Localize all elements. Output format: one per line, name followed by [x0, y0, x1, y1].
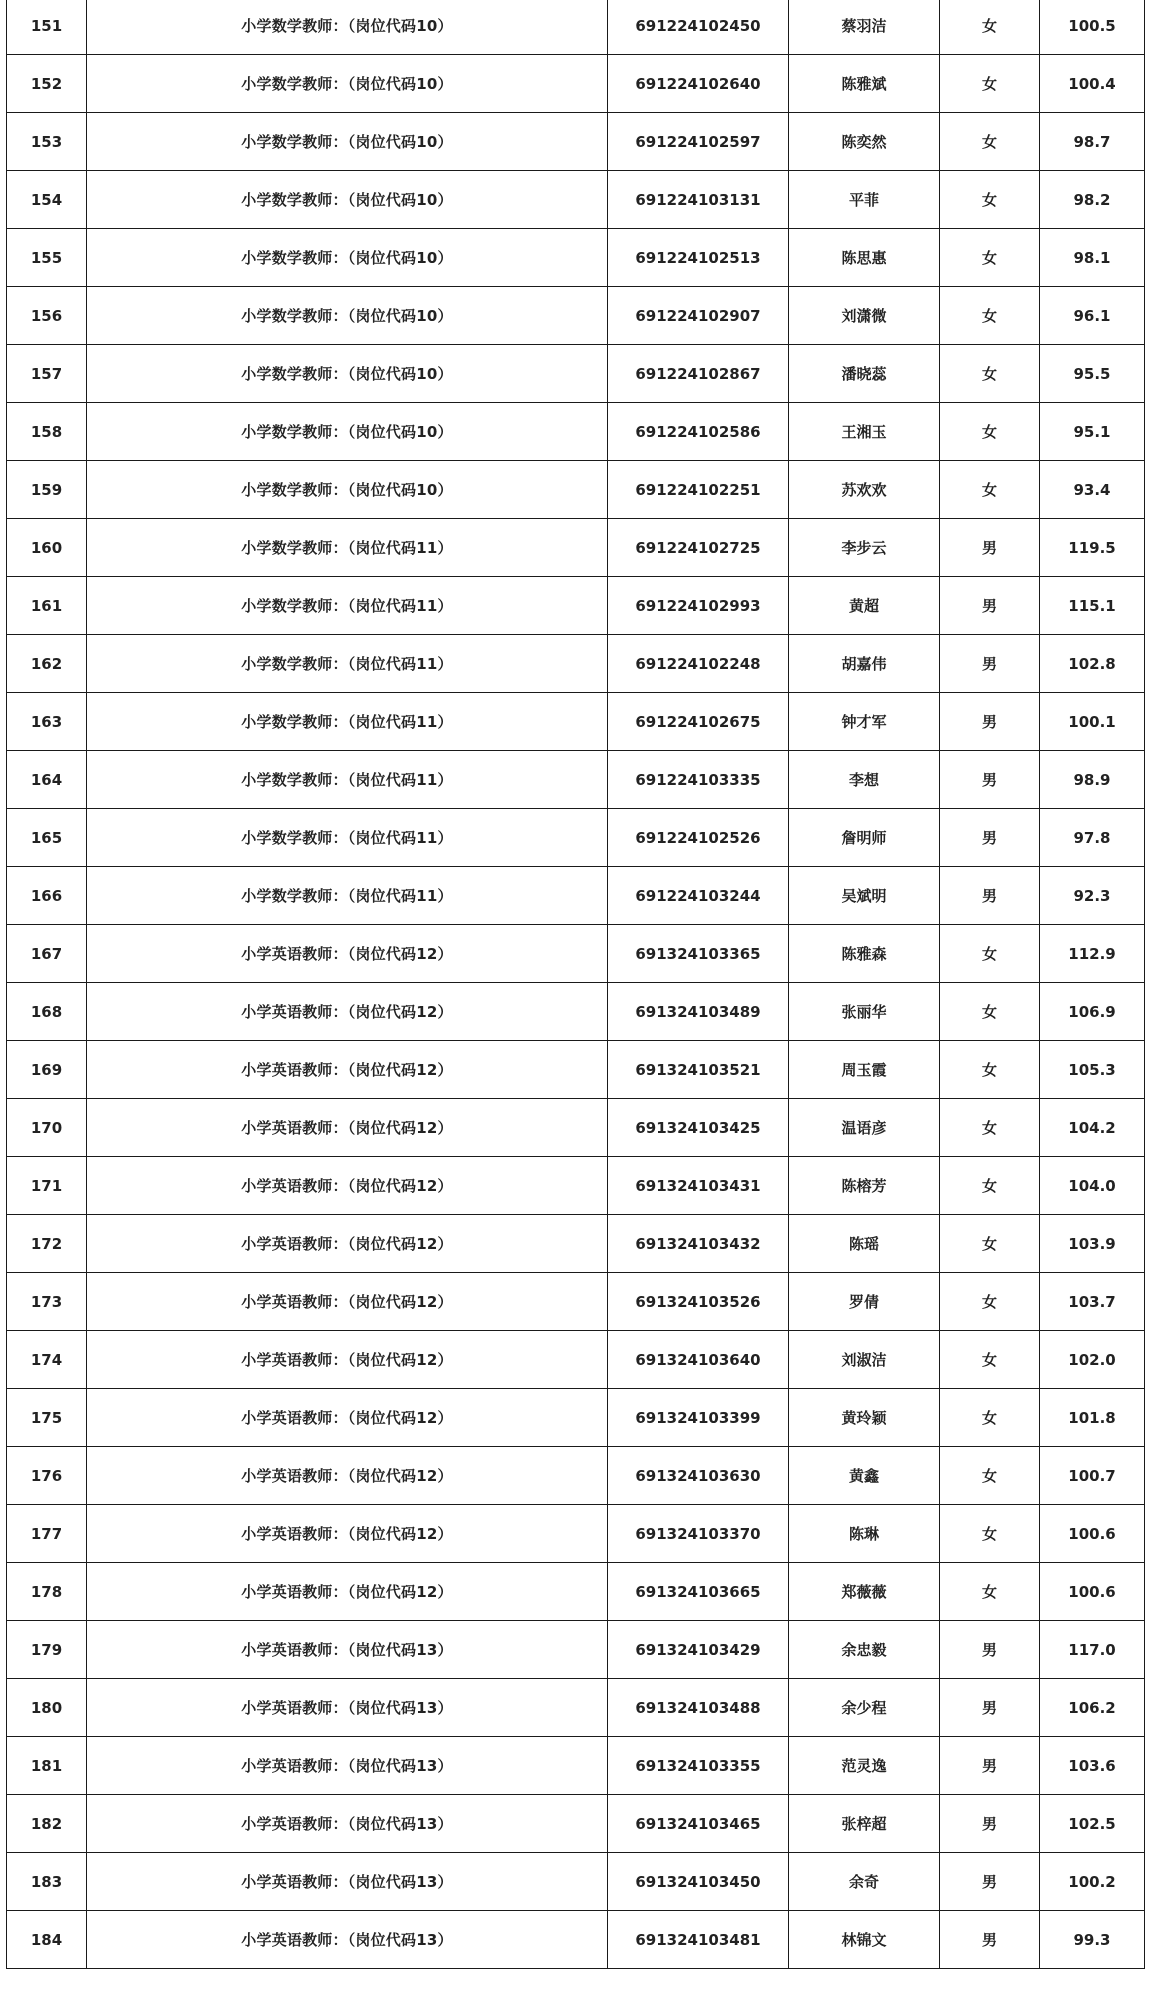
- row-number-cell: 161: [7, 577, 87, 635]
- score-cell: 103.9: [1040, 1215, 1145, 1273]
- table-row: [7, 1737, 1145, 1795]
- row-number-cell: 165: [7, 809, 87, 867]
- position-cell: 小学英语教师：（岗位代码13）: [87, 1621, 608, 1679]
- score-cell: 101.8: [1040, 1389, 1145, 1447]
- candidate-name-cell: 范灵逸: [789, 1737, 940, 1795]
- table-row: [7, 635, 1145, 693]
- row-number-cell: 156: [7, 287, 87, 345]
- exam-number-cell: 691224103335: [608, 751, 789, 809]
- table-row: [7, 1679, 1145, 1737]
- candidate-name-cell: 陈奕然: [789, 113, 940, 171]
- candidate-name-cell: 李步云: [789, 519, 940, 577]
- table-row: [7, 751, 1145, 809]
- table-row: [7, 1911, 1145, 1969]
- candidate-name-cell: 张梓超: [789, 1795, 940, 1853]
- candidate-name-cell: 余少程: [789, 1679, 940, 1737]
- gender-cell: 女: [940, 1505, 1040, 1563]
- exam-number-cell: 691324103432: [608, 1215, 789, 1273]
- exam-number-cell: 691324103640: [608, 1331, 789, 1389]
- gender-cell: 男: [940, 1911, 1040, 1969]
- score-cell: 117.0: [1040, 1621, 1145, 1679]
- score-cell: 93.4: [1040, 461, 1145, 519]
- position-cell: 小学英语教师：（岗位代码13）: [87, 1853, 608, 1911]
- exam-number-cell: 691324103425: [608, 1099, 789, 1157]
- position-cell: 小学英语教师：（岗位代码12）: [87, 1157, 608, 1215]
- candidate-name-cell: 刘潇微: [789, 287, 940, 345]
- score-cell: 104.2: [1040, 1099, 1145, 1157]
- position-cell: 小学英语教师：（岗位代码12）: [87, 1505, 608, 1563]
- exam-number-cell: 691324103665: [608, 1563, 789, 1621]
- results-table-body: [7, 0, 1145, 1969]
- score-cell: 99.3: [1040, 1911, 1145, 1969]
- exam-number-cell: 691324103355: [608, 1737, 789, 1795]
- row-number-cell: 171: [7, 1157, 87, 1215]
- score-cell: 102.0: [1040, 1331, 1145, 1389]
- exam-number-cell: 691224102450: [608, 0, 789, 55]
- row-number-cell: 180: [7, 1679, 87, 1737]
- candidate-name-cell: 吴斌明: [789, 867, 940, 925]
- table-row: [7, 461, 1145, 519]
- position-cell: 小学英语教师：（岗位代码13）: [87, 1737, 608, 1795]
- position-cell: 小学数学教师：（岗位代码10）: [87, 171, 608, 229]
- position-cell: 小学数学教师：（岗位代码11）: [87, 809, 608, 867]
- exam-number-cell: 691224102586: [608, 403, 789, 461]
- table-row: [7, 171, 1145, 229]
- exam-number-cell: 691324103630: [608, 1447, 789, 1505]
- table-row: [7, 1563, 1145, 1621]
- position-cell: 小学英语教师：（岗位代码12）: [87, 1389, 608, 1447]
- gender-cell: 女: [940, 1041, 1040, 1099]
- table-row: [7, 1273, 1145, 1331]
- table-row: [7, 55, 1145, 113]
- candidate-name-cell: 郑薇薇: [789, 1563, 940, 1621]
- gender-cell: 女: [940, 983, 1040, 1041]
- row-number-cell: 175: [7, 1389, 87, 1447]
- score-cell: 98.2: [1040, 171, 1145, 229]
- score-cell: 95.1: [1040, 403, 1145, 461]
- exam-number-cell: 691224102597: [608, 113, 789, 171]
- gender-cell: 男: [940, 1737, 1040, 1795]
- row-number-cell: 168: [7, 983, 87, 1041]
- position-cell: 小学英语教师：（岗位代码13）: [87, 1679, 608, 1737]
- exam-number-cell: 691224103244: [608, 867, 789, 925]
- candidate-name-cell: 陈琳: [789, 1505, 940, 1563]
- row-number-cell: 166: [7, 867, 87, 925]
- candidate-name-cell: 苏欢欢: [789, 461, 940, 519]
- row-number-cell: 152: [7, 55, 87, 113]
- position-cell: 小学数学教师：（岗位代码10）: [87, 0, 608, 55]
- row-number-cell: 183: [7, 1853, 87, 1911]
- gender-cell: 女: [940, 345, 1040, 403]
- table-row: [7, 287, 1145, 345]
- gender-cell: 女: [940, 1447, 1040, 1505]
- exam-number-cell: 691224102725: [608, 519, 789, 577]
- exam-number-cell: 691224103131: [608, 171, 789, 229]
- row-number-cell: 158: [7, 403, 87, 461]
- exam-number-cell: 691324103450: [608, 1853, 789, 1911]
- position-cell: 小学数学教师：（岗位代码11）: [87, 751, 608, 809]
- exam-number-cell: 691224102526: [608, 809, 789, 867]
- candidate-name-cell: 詹明师: [789, 809, 940, 867]
- score-cell: 102.5: [1040, 1795, 1145, 1853]
- row-number-cell: 176: [7, 1447, 87, 1505]
- exam-number-cell: 691224102248: [608, 635, 789, 693]
- exam-number-cell: 691324103429: [608, 1621, 789, 1679]
- position-cell: 小学英语教师：（岗位代码12）: [87, 1041, 608, 1099]
- exam-number-cell: 691324103431: [608, 1157, 789, 1215]
- position-cell: 小学数学教师：（岗位代码10）: [87, 403, 608, 461]
- gender-cell: 女: [940, 1563, 1040, 1621]
- table-row: [7, 519, 1145, 577]
- exam-number-cell: 691324103370: [608, 1505, 789, 1563]
- exam-number-cell: 691224102513: [608, 229, 789, 287]
- table-row: [7, 1157, 1145, 1215]
- row-number-cell: 181: [7, 1737, 87, 1795]
- row-number-cell: 164: [7, 751, 87, 809]
- exam-number-cell: 691224102251: [608, 461, 789, 519]
- row-number-cell: 178: [7, 1563, 87, 1621]
- table-row: [7, 1621, 1145, 1679]
- score-cell: 100.1: [1040, 693, 1145, 751]
- table-row: [7, 345, 1145, 403]
- exam-number-cell: 691324103488: [608, 1679, 789, 1737]
- score-cell: 100.5: [1040, 0, 1145, 55]
- gender-cell: 女: [940, 925, 1040, 983]
- table-row: [7, 1041, 1145, 1099]
- table-row: [7, 693, 1145, 751]
- position-cell: 小学英语教师：（岗位代码12）: [87, 925, 608, 983]
- exam-number-cell: 691224102640: [608, 55, 789, 113]
- gender-cell: 女: [940, 461, 1040, 519]
- candidate-name-cell: 王湘玉: [789, 403, 940, 461]
- row-number-cell: 151: [7, 0, 87, 55]
- gender-cell: 女: [940, 1389, 1040, 1447]
- position-cell: 小学英语教师：（岗位代码12）: [87, 983, 608, 1041]
- exam-number-cell: 691224102993: [608, 577, 789, 635]
- position-cell: 小学数学教师：（岗位代码10）: [87, 461, 608, 519]
- score-cell: 100.6: [1040, 1505, 1145, 1563]
- gender-cell: 男: [940, 1679, 1040, 1737]
- score-cell: 104.0: [1040, 1157, 1145, 1215]
- row-number-cell: 184: [7, 1911, 87, 1969]
- candidate-name-cell: 罗倩: [789, 1273, 940, 1331]
- gender-cell: 女: [940, 1099, 1040, 1157]
- table-row: [7, 809, 1145, 867]
- row-number-cell: 155: [7, 229, 87, 287]
- score-cell: 112.9: [1040, 925, 1145, 983]
- exam-number-cell: 691324103481: [608, 1911, 789, 1969]
- candidate-name-cell: 黄超: [789, 577, 940, 635]
- table-row: [7, 229, 1145, 287]
- row-number-cell: 154: [7, 171, 87, 229]
- gender-cell: 女: [940, 55, 1040, 113]
- gender-cell: 男: [940, 1853, 1040, 1911]
- gender-cell: 女: [940, 0, 1040, 55]
- exam-number-cell: 691224102675: [608, 693, 789, 751]
- position-cell: 小学英语教师：（岗位代码12）: [87, 1563, 608, 1621]
- row-number-cell: 153: [7, 113, 87, 171]
- table-row: [7, 1099, 1145, 1157]
- table-row: [7, 1331, 1145, 1389]
- candidate-name-cell: 余忠毅: [789, 1621, 940, 1679]
- table-row: [7, 925, 1145, 983]
- candidate-name-cell: 钟才军: [789, 693, 940, 751]
- candidate-name-cell: 胡嘉伟: [789, 635, 940, 693]
- row-number-cell: 159: [7, 461, 87, 519]
- gender-cell: 男: [940, 809, 1040, 867]
- gender-cell: 女: [940, 113, 1040, 171]
- table-row: [7, 1389, 1145, 1447]
- row-number-cell: 169: [7, 1041, 87, 1099]
- candidate-name-cell: 李想: [789, 751, 940, 809]
- gender-cell: 女: [940, 287, 1040, 345]
- position-cell: 小学数学教师：（岗位代码10）: [87, 55, 608, 113]
- candidate-name-cell: 温语彦: [789, 1099, 940, 1157]
- row-number-cell: 162: [7, 635, 87, 693]
- gender-cell: 女: [940, 1331, 1040, 1389]
- gender-cell: 女: [940, 403, 1040, 461]
- gender-cell: 男: [940, 1795, 1040, 1853]
- candidate-name-cell: 蔡羽洁: [789, 0, 940, 55]
- score-cell: 106.2: [1040, 1679, 1145, 1737]
- position-cell: 小学英语教师：（岗位代码12）: [87, 1099, 608, 1157]
- position-cell: 小学英语教师：（岗位代码13）: [87, 1911, 608, 1969]
- row-number-cell: 172: [7, 1215, 87, 1273]
- position-cell: 小学数学教师：（岗位代码11）: [87, 635, 608, 693]
- score-cell: 95.5: [1040, 345, 1145, 403]
- score-cell: 100.7: [1040, 1447, 1145, 1505]
- candidate-name-cell: 黄鑫: [789, 1447, 940, 1505]
- score-cell: 100.4: [1040, 55, 1145, 113]
- position-cell: 小学英语教师：（岗位代码13）: [87, 1795, 608, 1853]
- position-cell: 小学数学教师：（岗位代码10）: [87, 229, 608, 287]
- row-number-cell: 157: [7, 345, 87, 403]
- score-cell: 96.1: [1040, 287, 1145, 345]
- exam-number-cell: 691324103365: [608, 925, 789, 983]
- row-number-cell: 160: [7, 519, 87, 577]
- row-number-cell: 179: [7, 1621, 87, 1679]
- gender-cell: 男: [940, 751, 1040, 809]
- candidate-name-cell: 陈雅森: [789, 925, 940, 983]
- row-number-cell: 167: [7, 925, 87, 983]
- candidate-name-cell: 周玉霞: [789, 1041, 940, 1099]
- results-table: [6, 0, 1145, 1969]
- gender-cell: 男: [940, 1621, 1040, 1679]
- gender-cell: 男: [940, 577, 1040, 635]
- score-cell: 119.5: [1040, 519, 1145, 577]
- gender-cell: 女: [940, 1157, 1040, 1215]
- candidate-name-cell: 黄玲颖: [789, 1389, 940, 1447]
- exam-number-cell: 691324103399: [608, 1389, 789, 1447]
- row-number-cell: 163: [7, 693, 87, 751]
- table-row: [7, 113, 1145, 171]
- row-number-cell: 182: [7, 1795, 87, 1853]
- table-row: [7, 1505, 1145, 1563]
- candidate-name-cell: 林锦文: [789, 1911, 940, 1969]
- score-cell: 98.1: [1040, 229, 1145, 287]
- table-row: [7, 867, 1145, 925]
- position-cell: 小学数学教师：（岗位代码11）: [87, 577, 608, 635]
- score-cell: 98.7: [1040, 113, 1145, 171]
- table-row: [7, 1215, 1145, 1273]
- candidate-name-cell: 潘晓蕊: [789, 345, 940, 403]
- position-cell: 小学数学教师：（岗位代码10）: [87, 345, 608, 403]
- position-cell: 小学英语教师：（岗位代码12）: [87, 1215, 608, 1273]
- candidate-name-cell: 陈瑶: [789, 1215, 940, 1273]
- position-cell: 小学数学教师：（岗位代码11）: [87, 519, 608, 577]
- score-cell: 102.8: [1040, 635, 1145, 693]
- score-cell: 103.7: [1040, 1273, 1145, 1331]
- row-number-cell: 174: [7, 1331, 87, 1389]
- row-number-cell: 173: [7, 1273, 87, 1331]
- table-row: [7, 1447, 1145, 1505]
- exam-number-cell: 691224102867: [608, 345, 789, 403]
- gender-cell: 男: [940, 519, 1040, 577]
- gender-cell: 男: [940, 635, 1040, 693]
- candidate-name-cell: 平菲: [789, 171, 940, 229]
- position-cell: 小学数学教师：（岗位代码11）: [87, 867, 608, 925]
- position-cell: 小学数学教师：（岗位代码10）: [87, 113, 608, 171]
- gender-cell: 女: [940, 1273, 1040, 1331]
- row-number-cell: 170: [7, 1099, 87, 1157]
- table-row: [7, 0, 1145, 55]
- row-number-cell: 177: [7, 1505, 87, 1563]
- table-row: [7, 403, 1145, 461]
- score-cell: 100.2: [1040, 1853, 1145, 1911]
- exam-number-cell: 691324103465: [608, 1795, 789, 1853]
- gender-cell: 男: [940, 693, 1040, 751]
- position-cell: 小学数学教师：（岗位代码11）: [87, 693, 608, 751]
- score-cell: 115.1: [1040, 577, 1145, 635]
- position-cell: 小学英语教师：（岗位代码12）: [87, 1273, 608, 1331]
- score-cell: 92.3: [1040, 867, 1145, 925]
- exam-number-cell: 691324103526: [608, 1273, 789, 1331]
- position-cell: 小学英语教师：（岗位代码12）: [87, 1447, 608, 1505]
- candidate-name-cell: 陈思惠: [789, 229, 940, 287]
- gender-cell: 男: [940, 867, 1040, 925]
- gender-cell: 女: [940, 229, 1040, 287]
- position-cell: 小学数学教师：（岗位代码10）: [87, 287, 608, 345]
- candidate-name-cell: 张丽华: [789, 983, 940, 1041]
- exam-number-cell: 691224102907: [608, 287, 789, 345]
- candidate-name-cell: 陈雅斌: [789, 55, 940, 113]
- score-cell: 105.3: [1040, 1041, 1145, 1099]
- table-row: [7, 1853, 1145, 1911]
- table-row: [7, 577, 1145, 635]
- table-row: [7, 983, 1145, 1041]
- candidate-name-cell: 陈榕芳: [789, 1157, 940, 1215]
- gender-cell: 女: [940, 171, 1040, 229]
- score-cell: 97.8: [1040, 809, 1145, 867]
- score-cell: 100.6: [1040, 1563, 1145, 1621]
- exam-number-cell: 691324103521: [608, 1041, 789, 1099]
- score-cell: 103.6: [1040, 1737, 1145, 1795]
- score-cell: 106.9: [1040, 983, 1145, 1041]
- candidate-name-cell: 刘淑洁: [789, 1331, 940, 1389]
- gender-cell: 女: [940, 1215, 1040, 1273]
- position-cell: 小学英语教师：（岗位代码12）: [87, 1331, 608, 1389]
- table-row: [7, 1795, 1145, 1853]
- score-cell: 98.9: [1040, 751, 1145, 809]
- candidate-name-cell: 余奇: [789, 1853, 940, 1911]
- exam-number-cell: 691324103489: [608, 983, 789, 1041]
